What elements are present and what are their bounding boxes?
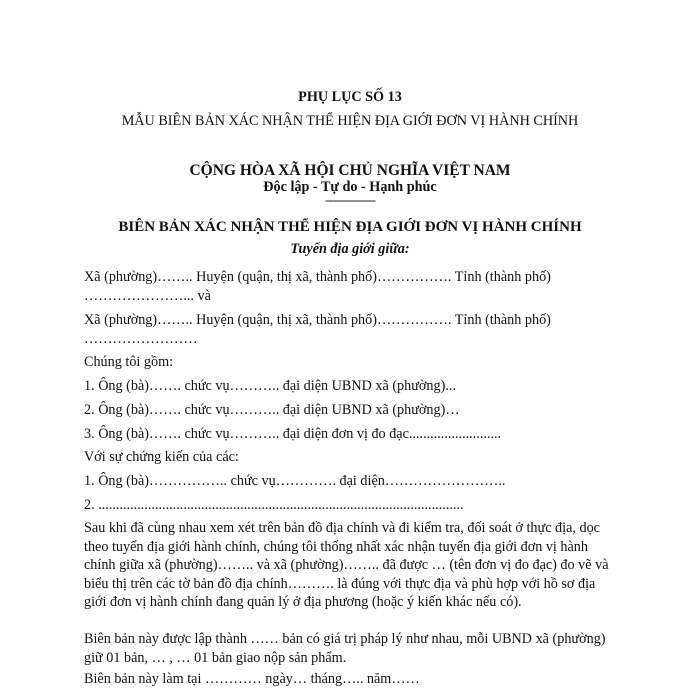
body-paragraph: Sau khi đã cùng nhau xem xét trên bản đồ địa chính và đi kiểm tra, đối soát ở thực địa, dọc theo tuyến địa giới hành chính, chúng tôi thống nhất xác nhận tuyến địa giới đơn vị hành chính giữa xã (phường)…….. và xã (phường)…….. đã được … (tên đơn vị đo đạc) đo vẽ và biểu thị trên các tờ bản đồ địa chính………. là đúng với thực địa và phù hợp với hồ sơ địa giới đơn vị hành chính đang quản lý ở địa phương (hoặc ý kiến khác nếu có). [84, 520, 609, 610]
party2-line1: Xã (phường)…….. Huyện (quận, thị xã, thành phố)……………. Tỉnh (thành phố) [84, 312, 551, 328]
witness-1: 1. Ông (bà)…………….. chức vụ…………. đại diện…………………….. [84, 473, 506, 489]
document-subtitle: Tuyến địa giới giữa: [290, 241, 410, 257]
made-at-line: Biên bản này làm tại ………… ngày… tháng….. năm…… [84, 671, 420, 687]
national-title: CỘNG HÒA XÃ HỘI CHỦ NGHĨA VIỆT NAM [189, 162, 511, 179]
party2-line2: …………………… [84, 331, 198, 347]
members-intro: Chúng tôi gồm: [84, 354, 174, 370]
party1-line1: Xã (phường)…….. Huyện (quận, thị xã, thành phố)……………. Tỉnh (thành phố) [84, 269, 551, 285]
copies-paragraph: Biên bản này được lập thành …… bản có giá trị pháp lý như nhau, mỗi UBND xã (phường) giữ 01 bản, … , … 01 bản giao nộp sản phẩm. [84, 631, 606, 666]
member-3: 3. Ông (bà)……. chức vụ……….. đại diện đơn vị đo đạc.......................... [84, 426, 502, 442]
appendix-heading: PHỤ LỤC SỐ 13 [298, 89, 402, 105]
witness-2: 2. ....................................................................................................... [84, 497, 464, 513]
witness-intro: Với sự chứng kiến của các: [84, 449, 239, 465]
motto-underline: --------------- [325, 192, 375, 207]
national-motto: Độc lập - Tự do - Hạnh phúc [263, 179, 437, 195]
member-1: 1. Ông (bà)……. chức vụ……….. đại diện UBND xã (phường)... [84, 378, 456, 394]
document-title: BIÊN BẢN XÁC NHẬN THỂ HIỆN ĐỊA GIỚI ĐƠN VỊ HÀNH CHÍNH [118, 219, 582, 235]
party1-line2: …………………... và [84, 288, 211, 304]
form-title: MẪU BIÊN BẢN XÁC NHẬN THỂ HIỆN ĐỊA GIỚI ĐƠN VỊ HÀNH CHÍNH [121, 113, 579, 129]
member-2: 2. Ông (bà)……. chức vụ……….. đại diện UBND xã (phường)… [84, 402, 460, 418]
